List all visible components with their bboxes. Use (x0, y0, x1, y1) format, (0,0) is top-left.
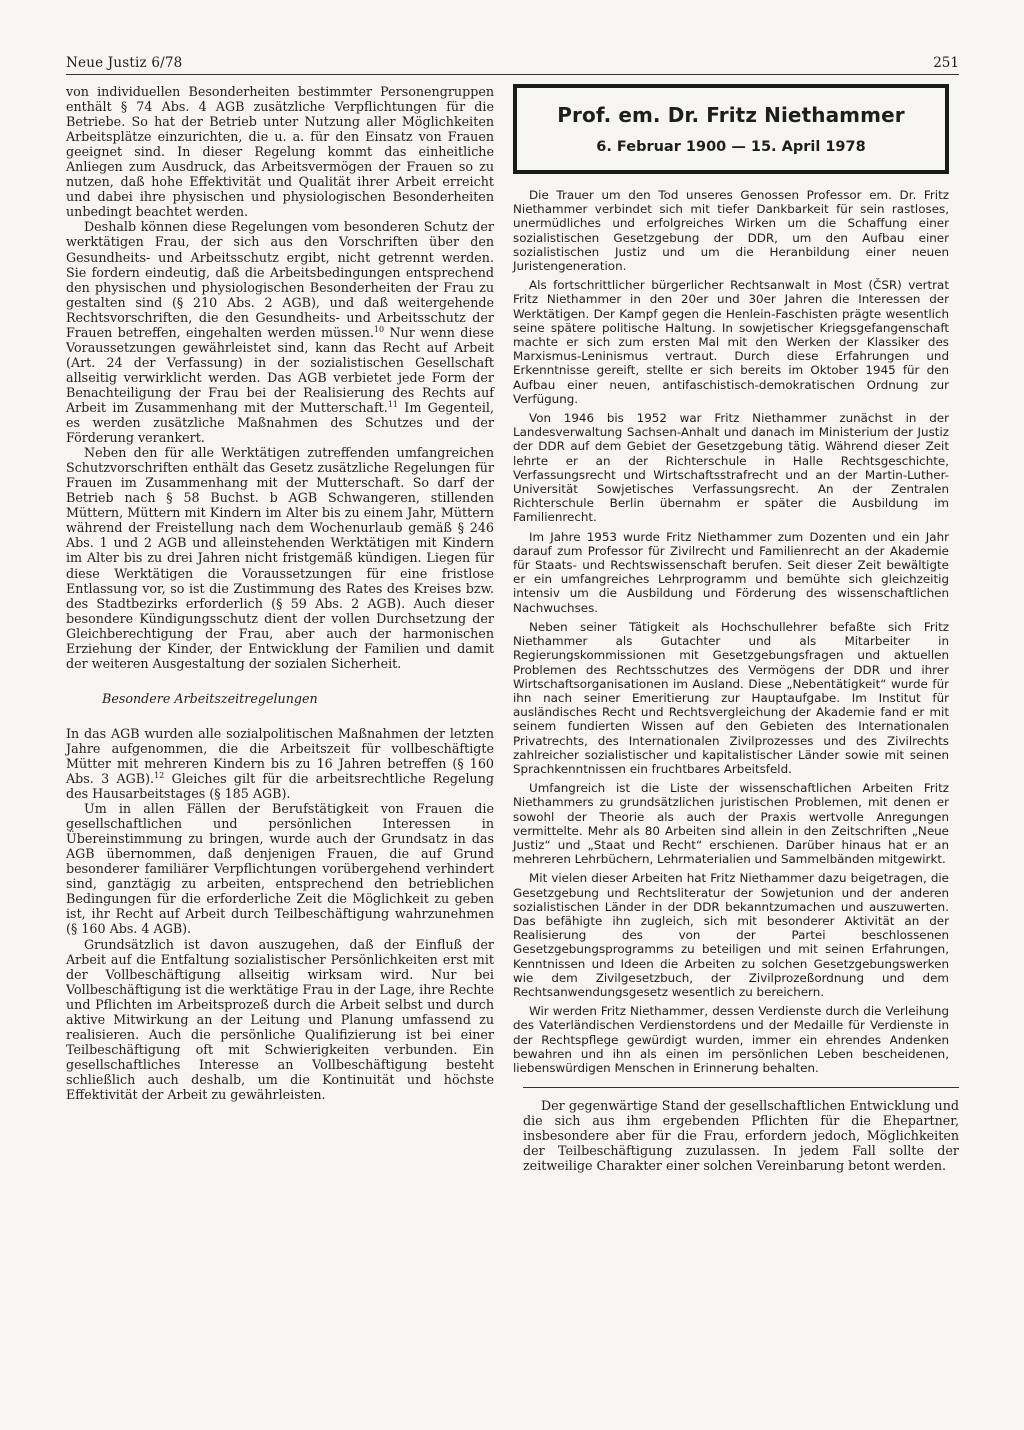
running-head: Neue Justiz 6/78 (66, 55, 183, 71)
right-column (513, 84, 959, 1173)
section-heading: Besondere Arbeitszeitregelungen (102, 690, 318, 706)
body-paragraph (66, 219, 494, 445)
separator-rule (523, 1087, 959, 1088)
body-paragraph: Neben den für alle Werktätigen zutreffenden umfangreichen Schutzvorschriften enthält das Gesetz zusätzliche Regelungen für Frauen im Zusammenhang mit der Mutterschaft. So darf der Betrieb nach § 58 Buchst. b AGB Schwangeren, stillenden Müttern, Müttern mit Kindern im Alter bis zu einem Jahr, Müttern während der Freistellung nach dem Wochenurlaub gemäß § 246 Abs. 1 und 2 AGB und alleinstehenden Werktätigen mit Kindern im Alter bis zu drei Jahren nicht fristgemäß kündigen. Liegen für diese Werktätigen die Voraussetzungen für eine fristlose Entlassung vor, so ist die Zustimmung des Rates des Kreises bzw. des Stadtbezirks erforderlich (§ 59 Abs. 2 AGB). Auch dieser besondere Kündigungsschutz dient der vollen Durchsetzung der Gleichberechtigung der Frau, aber auch der harmonischen Erziehung der Kinder, der Entwicklung der Familien und damit der weiteren Ausgestaltung der sozialen Sicherheit. (66, 445, 494, 671)
obituary-paragraph: Mit vielen dieser Arbeiten hat Fritz Niethammer dazu beigetragen, die Gesetzgebung und Rechtsliteratur der Sowjetunion und der anderen sozialistischen Länder in der DDR bekanntzumachen und auszuwerten. Das befähigte ihn zugleich, sich mit besonderer Aktivität an der Realisierung des von der Partei beschlossenen Gesetzgebungsprogramms zu beteiligen und mit seinen Erfahrungen, Kenntnissen und Ideen die Arbeiten zu solchen Gesetzgebungswerken wie dem Zivilgesetzbuch, der Zivilprozeßordnung und dem Rechtsanwendungsgesetz wesentlich zu bereichern. (513, 871, 949, 999)
body-paragraph: Um in allen Fällen der Berufstätigkeit von Frauen die gesellschaftlichen und persönlichen Interessen in Übereinstimmung zu bringen, wurde auch der Grundsatz in das AGB übernommen, daß denjenigen Frauen, die auf Grund besonderer familiärer Verpflichtungen vorübergehend verhindert sind, ganztägig zu arbeiten, entsprechend den betrieblichen Bedingungen für die erforderliche Zeit die Möglichkeit zu geben ist, ihr Recht auf Arbeit durch Teilbeschäftigung wahrzunehmen (§ 160 Abs. 4 AGB). (66, 801, 494, 937)
paragraph-text: Im Gegenteil, es werden zusätzliche Maßnahmen des Schutzes und der Förderung verankert. (66, 399, 494, 446)
obituary-paragraph: Die Trauer um den Tod unseres Genossen Professor em. Dr. Fritz Niethammer verbindet sich mit tiefer Dankbarkeit für sein rastloses, unermüdliches und erfolgreiches Wirken um die Schaffung einer sozialistischen Gesetzgebung der DDR, um den Aufbau einer sozialistischen Justiz und um die Heranbildung einer neuen Juristengeneration. (513, 188, 949, 274)
obituary-paragraph: Von 1946 bis 1952 war Fritz Niethammer zunächst in der Landesverwaltung Sachsen-Anhalt und danach im Ministerium der Justiz der DDR auf dem Gebiet der Gesetzgebung tätig. Während dieser Zeit lehrte er an der Richterschule in Halle Rechtsgeschichte, Verfassungsrecht und Wirtschaftsstrafrecht und an der Martin-Luther-Universität Sowjetisches Verfassungsrecht. An der Zentralen Richterschule Berlin übernahm er später die Ausbildung im Familienrecht. (513, 411, 949, 525)
obituary-name: Prof. em. Dr. Fritz Niethammer (557, 103, 905, 127)
page-number: 251 (933, 55, 959, 71)
paragraph-text: Nur wenn diese Voraussetzungen gewährleistet sind, kann das Recht auf Arbeit (Art. 24 der Verfassung) in der sozialistischen Gesellschaft allseitig verwirklicht werden. Das AGB verbietet jede Form der Benachteiligung der Frau bei der Realisierung des Rechts auf Arbeit im Zusammenhang mit der Mutterschaft. (66, 324, 494, 415)
paragraph-text: Gleiches gilt für die arbeitsrechtliche Regelung des Hausarbeitstages (§ 185 AGB). (66, 771, 495, 802)
obituary-dates: 6. Februar 1900 — 15. April 1978 (596, 139, 866, 155)
obituary-paragraph: Neben seiner Tätigkeit als Hochschullehrer befaßte sich Fritz Niethammer als Gutachter und als Mitarbeiter in Regierungskommissionen mit Gesetzgebungsfragen und aktuellen Problemen des Rechtsschutzes des Vermögens der DDR und ihrer Wirtschaftsorganisationen im Ausland. Diese „Nebentätigkeit“ wurde für ihn nach seiner Emeritierung zur Hauptaufgabe. Im Institut für ausländisches Recht und Rechtsvergleichung der Akademie fand er mit seinem fundierten Wissen auf den Gebieten des Internationalen Privatrechts, des Internationalen Zivilprozesses und des Zivilrechts zahlreicher sozialistischer und kapitalistischer Länder sowie mit seinen Sprachkenntnissen ein fruchtbares Arbeitsfeld. (513, 619, 949, 776)
obituary-paragraph: Im Jahre 1953 wurde Fritz Niethammer zum Dozenten und ein Jahr darauf zum Professor für Zivilrecht und Familienrecht an der Akademie für Staats- und Rechtswissenschaft berufen. Seit dieser Zeit bewältigte er ein umfangreiches Lehrprogramm und bemühte sich gleichzeitig intensiv um die Ausbildung und Förderung des wissenschaftlichen Nachwuchses. (513, 529, 949, 615)
body-paragraph: von individuellen Besonderheiten bestimmter Personengruppen enthält § 74 Abs. 4 AGB zusätzliche Verpflichtungen für die Betriebe. So hat der Betrieb unter Nutzung aller Möglichkeiten Arbeitsplätze einzurichten, die u. a. für den Einsatz von Frauen geeignet sind. In dieser Regelung kommt das einheitliche Anliegen zum Ausdruck, das Arbeitsvermögen der Frauen so zu nutzen, daß hohe Effektivität und Qualität ihrer Arbeit erreicht und dabei ihre physischen und physiologischen Besonderheiten unbedingt beachtet werden. (66, 84, 494, 220)
body-paragraph (66, 726, 494, 801)
paragraph-text: In das AGB wurden alle sozialpolitischen Maßnahmen der letzten Jahre aufgenommen, die die Arbeitszeit für vollbeschäftigte Mütter mit mehreren Kindern bis zu 16 Jahren betreffen (§ 160 Abs. 3 AGB). (66, 725, 494, 787)
footnote-ref: 11 (387, 399, 398, 409)
obituary-title-box (513, 84, 949, 174)
obituary-paragraph: Wir werden Fritz Niethammer, dessen Verdienste durch die Verleihung des Vaterländischen Verdienstordens und der Medaille für Verdienste in der Rechtspflege gewürdigt wurden, immer ein ehrendes Andenken bewahren und ihn als einen im persönlichen Leben bescheidenen, liebenswürdigen Menschen in Erinnerung behalten. (513, 1004, 949, 1075)
obituary-paragraph: Umfangreich ist die Liste der wissenschaftlichen Arbeiten Fritz Niethammers zu grundsätzlichen juristischen Problemen, mit denen er sowohl der Theorie als auch der Praxis wertvolle Anregungen vermittelte. Mehr als 80 Arbeiten sind allein in den Zeitschriften „Neue Justiz“ und „Staat und Recht“ erschienen. Darüber hinaus hat er an mehreren Lehrbüchern, Lehrmaterialien und Sammelbänden mitgewirkt. (513, 781, 949, 867)
body-paragraph: Der gegenwärtige Stand der gesellschaftlichen Entwicklung und die sich aus ihm ergebenden Pflichten für die Ehepartner, insbesondere aber für die Frau, erfordern jedoch, Möglichkeiten der Teilbeschäftigung zuzulassen. In jedem Fall sollte der zeitweilige Charakter einer solchen Vereinbarung betont werden. (523, 1098, 959, 1174)
body-paragraph: Grundsätzlich ist davon auszugehen, daß der Einfluß der Arbeit auf die Entfaltung sozialistischer Persönlichkeiten erst mit der Vollbeschäftigung allseitig wirksam wird. Nur bei Vollbeschäftigung ist die werktätige Frau in der Lage, ihre Rechte und Pflichten im Arbeitsprozeß durch die Arbeit selbst und durch aktive Mitwirkung an der Leitung und Planung umfassend zu realisieren. Auch die persönliche Qualifizierung ist bei einer Teilbeschäftigung oft mit Schwierigkeiten verbunden. Ein gesellschaftliches Interesse an Vollbeschäftigung besteht schließlich auch deshalb, um die Kontinuität und höchste Effektivität der Arbeit zu gewährleisten. (66, 936, 494, 1102)
obituary-text (513, 188, 949, 1075)
left-column (66, 84, 494, 1102)
footnote-ref: 10 (373, 324, 385, 334)
page-header (66, 52, 959, 75)
continuation-text (523, 1098, 959, 1173)
paragraph-text: Deshalb können diese Regelungen vom besonderen Schutz der werktätigen Frau, der sich aus den Vorschriften über den Gesundheits- und Arbeitsschutz ergibt, nicht getrennt werden. Sie fordern eindeutig, daß die Arbeitsbedingungen entsprechend den physischen und physiologischen Besonderheiten der Frau zu gestalten sind (§ 210 Abs. 2 AGB), und daß weitergehende Rechtsvorschriften, die den Gesundheits- und Arbeitsschutz der Frauen betreffen, eingehalten werden müssen. (66, 219, 494, 340)
footnote-ref: 12 (154, 770, 165, 780)
obituary-paragraph: Als fortschrittlicher bürgerlicher Rechtsanwalt in Most (ČSR) vertrat Fritz Niethammer in den 20er und 30er Jahren die Interessen der Werktätigen. Der Kampf gegen die Henlein-Faschisten prägte wesentlich seine spätere politische Haltung. In sowjetischer Kriegsgefangenschaft machte er sich zum ersten Mal mit den Werken der Klassiker des Marxismus-Leninismus vertraut. Durch diese Erfahrungen und Erkenntnisse gereift, stellte er sich bereits im Oktober 1945 für den Aufbau einer neuen, antifaschistisch-demokratischen Ordnung zur Verfügung. (513, 278, 949, 406)
